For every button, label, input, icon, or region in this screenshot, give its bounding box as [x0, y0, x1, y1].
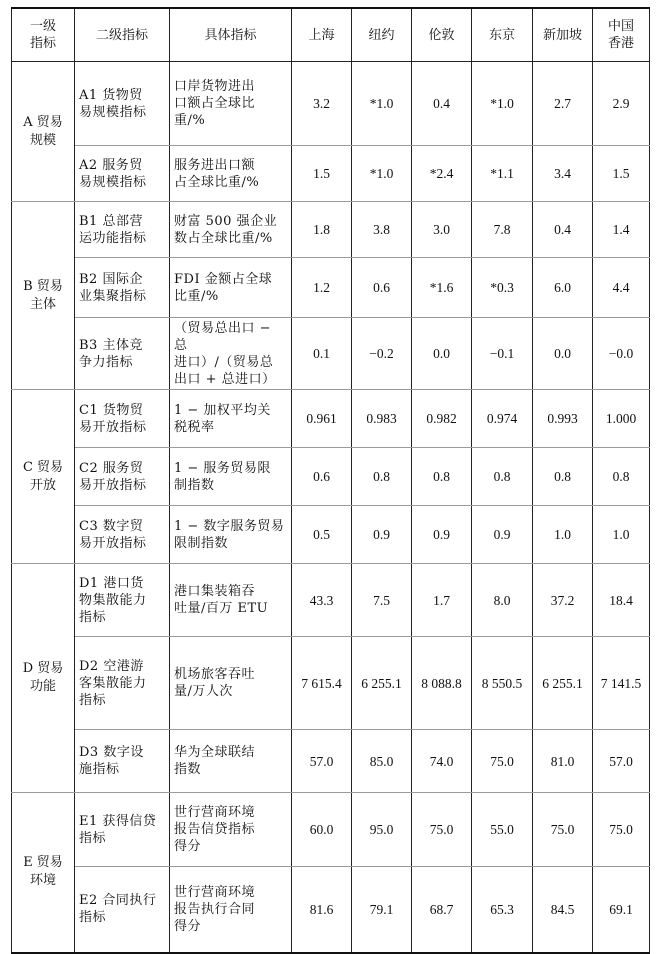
level2-indicator-cell: C1 货物贸 易开放指标 [75, 390, 170, 448]
value-cell-singapore: 75.0 [533, 793, 593, 867]
specific-indicator-cell: 世行营商环境 报告执行合同 得分 [170, 867, 292, 953]
specific-indicator-cell: 服务进出口额 占全球比重/% [170, 146, 292, 202]
value-cell-london: 3.0 [412, 202, 472, 258]
header-london: 伦敦 [412, 8, 472, 62]
level1-indicator-cell: A 贸易 规模 [12, 62, 75, 202]
value-cell-singapore: 84.5 [533, 867, 593, 953]
header-spec: 具体指标 [170, 8, 292, 62]
value-cell-london: 1.7 [412, 564, 472, 637]
value-cell-singapore: 6 255.1 [533, 637, 593, 730]
value-cell-tokyo: 0.8 [472, 448, 533, 506]
value-cell-london: 0.0 [412, 318, 472, 390]
specific-indicator-cell: 世行营商环境 报告信贷指标 得分 [170, 793, 292, 867]
level2-indicator-cell: B2 国际企 业集聚指标 [75, 258, 170, 318]
value-cell-shanghai: 0.5 [292, 506, 352, 564]
table-row [12, 730, 650, 793]
value-cell-shanghai: 0.1 [292, 318, 352, 390]
value-cell-tokyo: *0.3 [472, 258, 533, 318]
value-cell-newyork: 79.1 [352, 867, 412, 953]
table-row [12, 793, 650, 867]
level2-indicator-cell: C3 数字贸 易开放指标 [75, 506, 170, 564]
value-cell-tokyo: 65.3 [472, 867, 533, 953]
specific-indicator-cell: （贸易总出口 − 总 进口）/（贸易总 出口 + 总进口） [170, 318, 292, 390]
level1-indicator-cell: C 贸易 开放 [12, 390, 75, 564]
value-cell-newyork: −0.2 [352, 318, 412, 390]
table-row [12, 448, 650, 506]
specific-indicator-cell: FDI 金额占全球 比重/% [170, 258, 292, 318]
specific-indicator-cell: 华为全球联结 指数 [170, 730, 292, 793]
level2-indicator-cell: B1 总部营 运功能指标 [75, 202, 170, 258]
value-cell-singapore: 0.993 [533, 390, 593, 448]
level2-indicator-cell: D3 数字设 施指标 [75, 730, 170, 793]
level1-indicator-cell: D 贸易 功能 [12, 564, 75, 793]
header-shanghai: 上海 [292, 8, 352, 62]
header-tokyo: 东京 [472, 8, 533, 62]
specific-indicator-cell: 1 − 加权平均关 税税率 [170, 390, 292, 448]
value-cell-tokyo: 8.0 [472, 564, 533, 637]
header-hongkong: 中国 香港 [593, 8, 650, 62]
level2-indicator-cell: A2 服务贸 易规模指标 [75, 146, 170, 202]
table-row [12, 637, 650, 730]
value-cell-tokyo: 75.0 [472, 730, 533, 793]
value-cell-shanghai: 0.6 [292, 448, 352, 506]
value-cell-newyork: 0.6 [352, 258, 412, 318]
value-cell-singapore: 3.4 [533, 146, 593, 202]
header-singapore: 新加坡 [533, 8, 593, 62]
value-cell-hongkong: −0.0 [593, 318, 650, 390]
value-cell-shanghai: 0.961 [292, 390, 352, 448]
level2-indicator-cell: D1 港口货 物集散能力 指标 [75, 564, 170, 637]
specific-indicator-cell: 机场旅客吞吐 量/万人次 [170, 637, 292, 730]
value-cell-tokyo: 0.974 [472, 390, 533, 448]
specific-indicator-cell: 口岸货物进出 口额占全球比 重/% [170, 62, 292, 146]
table-row [12, 202, 650, 258]
value-cell-london: 0.9 [412, 506, 472, 564]
specific-indicator-cell: 1 − 服务贸易限 制指数 [170, 448, 292, 506]
table-row [12, 867, 650, 953]
value-cell-hongkong: 7 141.5 [593, 637, 650, 730]
header-newyork: 纽约 [352, 8, 412, 62]
header-level1: 一级 指标 [12, 8, 75, 62]
value-cell-hongkong: 4.4 [593, 258, 650, 318]
value-cell-tokyo: 55.0 [472, 793, 533, 867]
value-cell-london: 8 088.8 [412, 637, 472, 730]
value-cell-tokyo: −0.1 [472, 318, 533, 390]
value-cell-newyork: *1.0 [352, 146, 412, 202]
value-cell-hongkong: 75.0 [593, 793, 650, 867]
table-row [12, 146, 650, 202]
value-cell-london: 0.4 [412, 62, 472, 146]
value-cell-hongkong: 1.4 [593, 202, 650, 258]
value-cell-london: 0.982 [412, 390, 472, 448]
value-cell-hongkong: 1.5 [593, 146, 650, 202]
value-cell-singapore: 37.2 [533, 564, 593, 637]
value-cell-london: *1.6 [412, 258, 472, 318]
value-cell-singapore: 0.8 [533, 448, 593, 506]
value-cell-singapore: 81.0 [533, 730, 593, 793]
level2-indicator-cell: E1 获得信贷 指标 [75, 793, 170, 867]
indicator-table [11, 7, 650, 954]
value-cell-newyork: 6 255.1 [352, 637, 412, 730]
value-cell-shanghai: 57.0 [292, 730, 352, 793]
level1-indicator-cell: B 贸易 主体 [12, 202, 75, 390]
level2-indicator-cell: D2 空港游 客集散能力 指标 [75, 637, 170, 730]
value-cell-tokyo: 0.9 [472, 506, 533, 564]
value-cell-shanghai: 60.0 [292, 793, 352, 867]
value-cell-tokyo: 7.8 [472, 202, 533, 258]
value-cell-shanghai: 43.3 [292, 564, 352, 637]
value-cell-tokyo: *1.0 [472, 62, 533, 146]
level2-indicator-cell: A1 货物贸 易规模指标 [75, 62, 170, 146]
value-cell-shanghai: 1.5 [292, 146, 352, 202]
table-row [12, 564, 650, 637]
value-cell-shanghai: 3.2 [292, 62, 352, 146]
value-cell-singapore: 2.7 [533, 62, 593, 146]
value-cell-newyork: 0.983 [352, 390, 412, 448]
level2-indicator-cell: C2 服务贸 易开放指标 [75, 448, 170, 506]
value-cell-newyork: 0.9 [352, 506, 412, 564]
value-cell-tokyo: *1.1 [472, 146, 533, 202]
value-cell-shanghai: 7 615.4 [292, 637, 352, 730]
value-cell-newyork: *1.0 [352, 62, 412, 146]
header-level2: 二级指标 [75, 8, 170, 62]
value-cell-hongkong: 69.1 [593, 867, 650, 953]
value-cell-hongkong: 2.9 [593, 62, 650, 146]
specific-indicator-cell: 财富 500 强企业 数占全球比重/% [170, 202, 292, 258]
level2-indicator-cell: E2 合同执行 指标 [75, 867, 170, 953]
table-row [12, 318, 650, 390]
level1-indicator-cell: E 贸易 环境 [12, 793, 75, 953]
value-cell-london: 0.8 [412, 448, 472, 506]
value-cell-singapore: 0.4 [533, 202, 593, 258]
value-cell-hongkong: 18.4 [593, 564, 650, 637]
value-cell-newyork: 0.8 [352, 448, 412, 506]
document-page [11, 7, 649, 954]
value-cell-hongkong: 0.8 [593, 448, 650, 506]
value-cell-newyork: 7.5 [352, 564, 412, 637]
value-cell-london: 75.0 [412, 793, 472, 867]
value-cell-hongkong: 1.0 [593, 506, 650, 564]
value-cell-london: 68.7 [412, 867, 472, 953]
value-cell-newyork: 3.8 [352, 202, 412, 258]
table-row [12, 62, 650, 146]
table-row [12, 258, 650, 318]
value-cell-hongkong: 1.000 [593, 390, 650, 448]
value-cell-hongkong: 57.0 [593, 730, 650, 793]
specific-indicator-cell: 港口集装箱吞 吐量/百万 ETU [170, 564, 292, 637]
value-cell-singapore: 1.0 [533, 506, 593, 564]
value-cell-tokyo: 8 550.5 [472, 637, 533, 730]
value-cell-newyork: 95.0 [352, 793, 412, 867]
value-cell-singapore: 0.0 [533, 318, 593, 390]
table-row [12, 390, 650, 448]
value-cell-shanghai: 1.8 [292, 202, 352, 258]
header-row [12, 8, 650, 62]
level2-indicator-cell: B3 主体竞 争力指标 [75, 318, 170, 390]
specific-indicator-cell: 1 − 数字服务贸易 限制指数 [170, 506, 292, 564]
value-cell-london: *2.4 [412, 146, 472, 202]
value-cell-shanghai: 1.2 [292, 258, 352, 318]
value-cell-singapore: 6.0 [533, 258, 593, 318]
value-cell-newyork: 85.0 [352, 730, 412, 793]
table-row [12, 506, 650, 564]
value-cell-london: 74.0 [412, 730, 472, 793]
value-cell-shanghai: 81.6 [292, 867, 352, 953]
